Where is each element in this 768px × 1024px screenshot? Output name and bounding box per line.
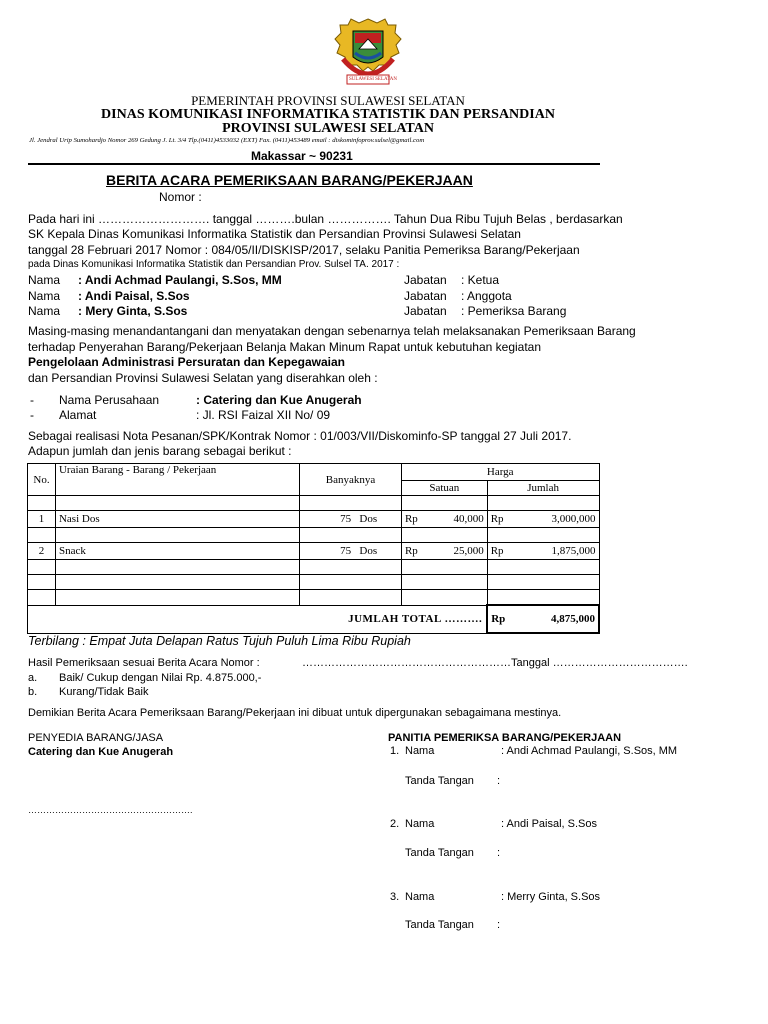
row-price-cell [401,511,487,528]
row-unit: Dos [359,513,378,525]
member-position: : Pemeriksa Barang [461,304,567,318]
government-seal-logo [333,15,403,93]
member-name: : Andi Achmad Paulangi, S.Sos, MM [78,273,282,287]
opening-line-1: Pada hari ini ………………………. tanggal ……….bulan ……………. Tahun Dua Ribu Tujuh Belas , berdasarkan [28,212,623,226]
header-quantity: Banyaknya [300,464,402,496]
member-label: Nama [28,289,61,303]
address-label: Alamat [59,408,97,422]
table-empty-row [28,575,600,590]
signature-label: Tanda Tangan [405,775,474,787]
member-label: Nama [28,304,61,318]
letterhead-line2: DINAS KOMUNIKASI INFORMATIKA STATISTIK DAN PERSANDIAN [101,107,555,122]
signer-name-label: Nama [405,891,435,903]
signer-number: 2. [390,818,400,830]
items-table [27,463,600,634]
row-total: 1,875,000 [551,545,596,557]
option-marker: a. [28,672,38,684]
total-value: 4,875,000 [551,613,595,625]
signer-number: 3. [390,891,400,903]
table-row [28,543,600,560]
header-description: Uraian Barang - Barang / Pekerjaan [55,464,299,496]
statement-line-2: terhadap Penyerahan Barang/Pekerjaan Belanja Makan Minum Rapat untuk kebutuhan kegiatan [28,340,542,354]
amount-in-words: Terbilang : Empat Juta Delapan Ratus Tujuh Puluh Lima Ribu Rupiah [28,634,411,648]
items-intro: Adapun jumlah dan jenis barang sebagai berikut : [28,444,292,458]
currency: Rp [490,545,504,557]
table-empty-row [28,590,600,606]
row-no: 1 [28,511,56,528]
committee-title: PANITIA PEMERIKSA BARANG/PEKERJAAN [388,732,622,744]
table-spacer-row [28,496,600,511]
option-text: Baik/ Cukup dengan Nilai Rp. 4.875.000,- [59,672,262,684]
header-no: No. [28,464,56,496]
table-empty-row [28,560,600,575]
signer-name: : Andi Paisal, S.Sos [501,818,597,830]
statement-line-4: dan Persandian Provinsi Sulawesi Selatan yang diserahkan oleh : [28,371,378,385]
member-name: : Andi Paisal, S.Sos [78,289,190,303]
table-row [28,511,600,528]
opening-line-2: SK Kepala Dinas Komunikasi Informatika Statistik dan Persandian Provinsi Sulawesi Selatan [28,227,521,241]
realization-line: Sebagai realisasi Nota Pesanan/SPK/Kontrak Nomor : 01/003/VII/Diskominfo-SP tanggal 27 Juli 2017. [28,429,572,443]
row-price: 25,000 [453,545,484,557]
row-qty: 75 [340,513,352,525]
member-label: Nama [28,273,61,287]
statement-line-1: Masing-masing menandantangani dan menyatakan dengan sebenarnya telah melaksanakan Pemeriksaan Barang [28,324,636,338]
signer-name-label: Nama [405,818,435,830]
member-position: : Ketua [461,273,500,287]
member-name: : Mery Ginta, S.Sos [78,304,188,318]
company-value: : Catering dan Kue Anugerah [196,393,362,407]
letterhead-divider [28,163,600,165]
total-cell [487,605,599,633]
opening-line-3: tanggal 28 Februari 2017 Nomor : 084/05/II/DISKISP/2017, selaku Panitia Pemeriksa Barang/Pekerjaan [28,243,580,257]
address-value: : Jl. RSI Faizal XII No/ 09 [196,408,331,422]
currency: Rp [491,613,506,625]
row-item: Nasi Dos [55,511,299,528]
list-dash: - [30,408,34,422]
signer-number: 1. [390,745,400,757]
closing-statement: Demikian Berita Acara Pemeriksaan Barang/Pekerjaan ini dibuat untuk dipergunakan sebagaimana mestinya. [28,707,562,719]
signature-colon: : [497,919,501,931]
letterhead-address: Jl. Jendral Urip Sumohardjo Nomor 269 Gedung J. Lt. 3/4 Tlp.(0411)4533032 (EXT) Fax. (0411)453489 email : diskominfoprov.sulsel@gmail.com [29,137,425,144]
member-position-label: Jabatan [404,273,447,287]
member-position-label: Jabatan [404,289,447,303]
supplier-company: Catering dan Kue Anugerah [28,746,174,758]
signer-name: : Merry Ginta, S.Sos [501,891,601,903]
row-qty: 75 [340,545,352,557]
inspection-result-label: Hasil Pemeriksaan sesuai Berita Acara Nomor : [28,657,260,669]
currency: Rp [404,545,418,557]
currency: Rp [490,513,504,525]
signer-name: : Andi Achmad Paulangi, S.Sos, MM [501,745,678,757]
table-total-row [28,605,600,633]
row-qty-cell [300,543,402,560]
table-spacer-row [28,528,600,543]
row-total: 3,000,000 [551,513,596,525]
activity-name: Pengelolaan Administrasi Persuratan dan Kepegawaian [28,355,345,369]
row-price: 40,000 [453,513,484,525]
supplier-signature-line: ………………………………………………. [28,805,193,815]
row-no: 2 [28,543,56,560]
member-position-label: Jabatan [404,304,447,318]
option-marker: b. [28,686,38,698]
signer-name-label: Nama [405,745,435,757]
document-number: Nomor : [159,190,202,204]
currency: Rp [404,513,418,525]
row-total-cell [487,511,599,528]
option-text: Kurang/Tidak Baik [59,686,149,698]
total-label: JUMLAH TOTAL ………. [28,605,488,633]
header-amount: Jumlah [487,481,599,496]
signature-colon: : [497,847,501,859]
row-item: Snack [55,543,299,560]
row-total-cell [487,543,599,560]
letterhead-line3: PROVINSI SULAWESI SELATAN [222,121,434,136]
letterhead-line1: PEMERINTAH PROVINSI SULAWESI SELATAN [191,93,465,108]
row-qty-cell [300,511,402,528]
header-price: Harga [401,464,599,481]
letterhead-city: Makassar ~ 90231 [251,149,353,163]
row-price-cell [401,543,487,560]
signature-colon: : [497,775,501,787]
document-title: BERITA ACARA PEMERIKSAAN BARANG/PEKERJAAN [106,172,473,188]
list-dash: - [30,393,34,407]
inspection-result-blanks: …………………………………………………Tanggal ………………………………. [302,657,688,669]
row-unit: Dos [359,545,378,557]
signature-label: Tanda Tangan [405,919,474,931]
opening-line-4: pada Dinas Komunikasi Informatika Statistik dan Persandian Prov. Sulsel TA. 2017 : [28,259,400,270]
signature-label: Tanda Tangan [405,847,474,859]
company-label: Nama Perusahaan [59,393,160,407]
logo-banner-text: SULAWESI SELATAN [349,77,397,82]
header-unit-price: Satuan [401,481,487,496]
member-position: : Anggota [461,289,512,303]
supplier-title: PENYEDIA BARANG/JASA [28,732,164,744]
